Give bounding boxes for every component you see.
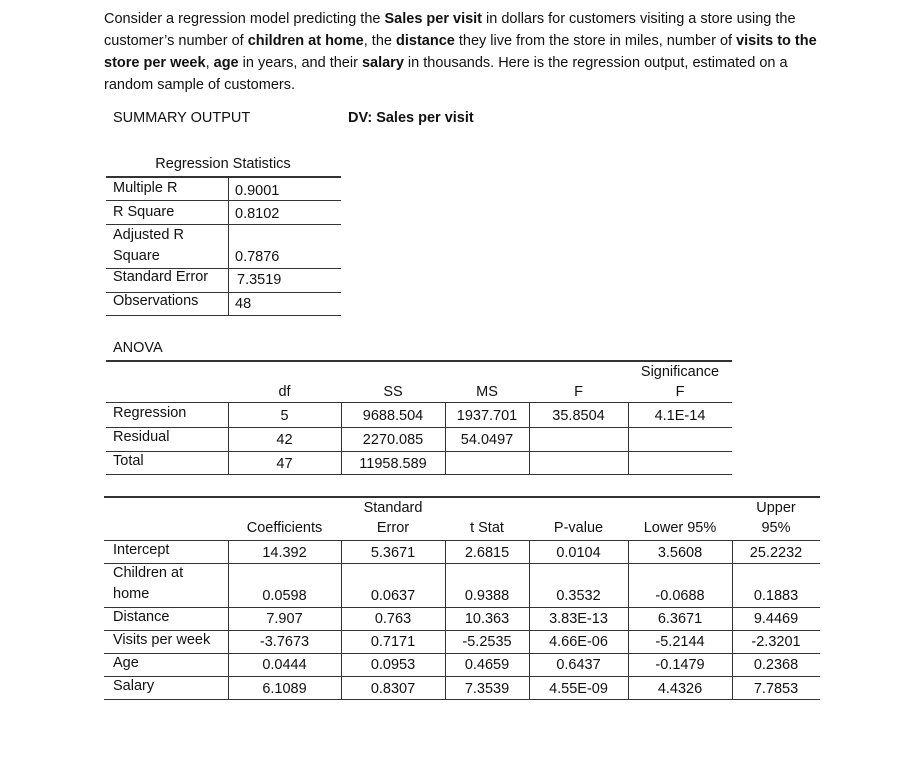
anova-header-significance: Significance xyxy=(640,364,720,380)
reg-stat-label: R Square xyxy=(113,204,175,220)
coef-cell: 0.7171 xyxy=(370,634,416,650)
reg-stats-title: Regression Statistics xyxy=(155,156,291,172)
coef-cell: -3.7673 xyxy=(259,634,310,650)
anova-cell: 54.0497 xyxy=(460,432,514,448)
coef-header-lower-95: Lower 95% xyxy=(643,520,717,536)
coef-cell: 0.0104 xyxy=(556,545,601,561)
anova-header-f: F xyxy=(574,384,583,400)
coef-cell: 10.363 xyxy=(464,611,510,627)
coef-row-label: Children at xyxy=(113,565,184,581)
coef-cell: 9.4469 xyxy=(753,611,799,627)
coef-cell: 0.0444 xyxy=(262,657,307,673)
coef-cell: 2.6815 xyxy=(464,545,510,561)
coef-row-label: Visits per week xyxy=(113,632,211,648)
coef-header-error: Error xyxy=(376,520,410,536)
intro-bold-salary: salary xyxy=(361,55,404,71)
anova-cell: 42 xyxy=(276,432,293,448)
coef-header-upper-95: 95% xyxy=(761,520,791,536)
anova-cell: 2270.085 xyxy=(362,432,424,448)
coef-cell: -0.0688 xyxy=(655,588,705,604)
anova-row-label: Regression xyxy=(113,405,187,421)
anova-cell: 47 xyxy=(276,456,293,472)
coef-cell: 7.907 xyxy=(266,611,303,627)
anova-cell: 9688.504 xyxy=(362,408,424,424)
reg-stat-label: Observations xyxy=(113,293,199,309)
coef-cell: 6.3671 xyxy=(657,611,703,627)
coef-header-p-value: P-value xyxy=(553,520,604,536)
anova-header-ms: MS xyxy=(476,384,498,400)
coef-cell: 3.5608 xyxy=(657,545,703,561)
anova-header-ss: SS xyxy=(383,384,403,400)
intro-bold-distance: distance xyxy=(396,33,455,49)
coef-header-upper: Upper xyxy=(756,500,796,516)
anova-cell: 11958.589 xyxy=(359,456,427,472)
coef-cell: 7.7853 xyxy=(753,681,799,697)
coef-cell: -5.2144 xyxy=(655,634,705,650)
reg-stat-label: Square xyxy=(113,248,160,264)
coef-cell: 0.3532 xyxy=(556,588,601,604)
coef-cell: -2.3201 xyxy=(751,634,801,650)
dv-label: DV: Sales per visit xyxy=(348,110,474,126)
intro-text: , xyxy=(205,55,214,71)
coef-header-t-stat: t Stat xyxy=(470,520,504,536)
coef-header-coefficients: Coefficients xyxy=(246,520,323,536)
intro-text: , the xyxy=(363,33,396,49)
reg-stat-label: Adjusted R xyxy=(113,227,184,243)
intro-text: in dollars for customers visiting a store using the customer’s number of xyxy=(104,11,796,49)
coef-cell: -5.2535 xyxy=(462,634,512,650)
coef-cell: 0.9388 xyxy=(464,588,510,604)
reg-stat-value: 0.7876 xyxy=(235,249,280,265)
coef-cell: 7.3539 xyxy=(464,681,510,697)
coef-cell: 0.2368 xyxy=(753,657,799,673)
intro-bold-visits: visits to the store per week xyxy=(104,33,817,71)
anova-cell: 1937.701 xyxy=(456,408,518,424)
coef-cell: 5.3671 xyxy=(370,545,416,561)
anova-row-label: Total xyxy=(113,453,144,469)
intro-paragraph xyxy=(104,8,824,96)
intro-text: they live from the store in miles, number of xyxy=(454,33,737,49)
intro-text: in thousands. Here is the regression output, estimated on a random sample of customers. xyxy=(104,55,788,93)
reg-stat-value: 0.9001 xyxy=(235,183,280,199)
coef-row-label: Intercept xyxy=(113,542,170,558)
coef-cell: 25.2232 xyxy=(749,545,803,561)
coef-cell: 0.4659 xyxy=(464,657,510,673)
coef-row-label: Salary xyxy=(113,678,155,694)
reg-stat-label: Standard Error xyxy=(113,269,209,285)
coef-row-label: Distance xyxy=(113,609,170,625)
coef-row-label: home xyxy=(113,586,150,602)
anova-header-significance-f: F xyxy=(675,384,685,400)
coef-header-standard: Standard xyxy=(363,500,423,516)
coef-row-label: Age xyxy=(113,655,139,671)
coef-cell: 0.8307 xyxy=(370,681,416,697)
anova-header-df: df xyxy=(278,384,291,400)
anova-row-label: Residual xyxy=(113,429,170,445)
intro-text: Consider a regression model predicting the xyxy=(104,11,385,27)
coef-cell: 4.55E-09 xyxy=(549,681,608,697)
coef-cell: -0.1479 xyxy=(655,657,705,673)
intro-bold-children: children at home xyxy=(247,33,364,49)
reg-stat-value: 7.3519 xyxy=(237,272,282,288)
reg-stat-value: 48 xyxy=(235,296,252,312)
coef-cell: 0.0598 xyxy=(262,588,307,604)
coef-cell: 0.0953 xyxy=(370,657,416,673)
coef-cell: 0.1883 xyxy=(753,588,799,604)
anova-cell: 35.8504 xyxy=(552,408,605,424)
intro-text: in years, and their xyxy=(238,55,362,71)
anova-cell: 4.1E-14 xyxy=(654,408,706,424)
intro-bold-age: age xyxy=(213,55,239,71)
coef-cell: 6.1089 xyxy=(262,681,307,697)
coef-cell: 4.66E-06 xyxy=(549,634,608,650)
intro-bold-sales: Sales per visit xyxy=(384,11,483,27)
coef-cell: 0.6437 xyxy=(556,657,601,673)
coef-cell: 4.4326 xyxy=(657,681,703,697)
coef-cell: 3.83E-13 xyxy=(549,611,608,627)
reg-stat-value: 0.8102 xyxy=(235,206,280,222)
coef-cell: 0.763 xyxy=(374,611,412,627)
coef-cell: 14.392 xyxy=(262,545,307,561)
anova-cell: 5 xyxy=(280,408,289,424)
reg-stat-label: Multiple R xyxy=(113,180,178,196)
coef-cell: 0.0637 xyxy=(370,588,416,604)
summary-output-title: SUMMARY OUTPUT xyxy=(113,110,251,126)
anova-title: ANOVA xyxy=(113,340,163,356)
